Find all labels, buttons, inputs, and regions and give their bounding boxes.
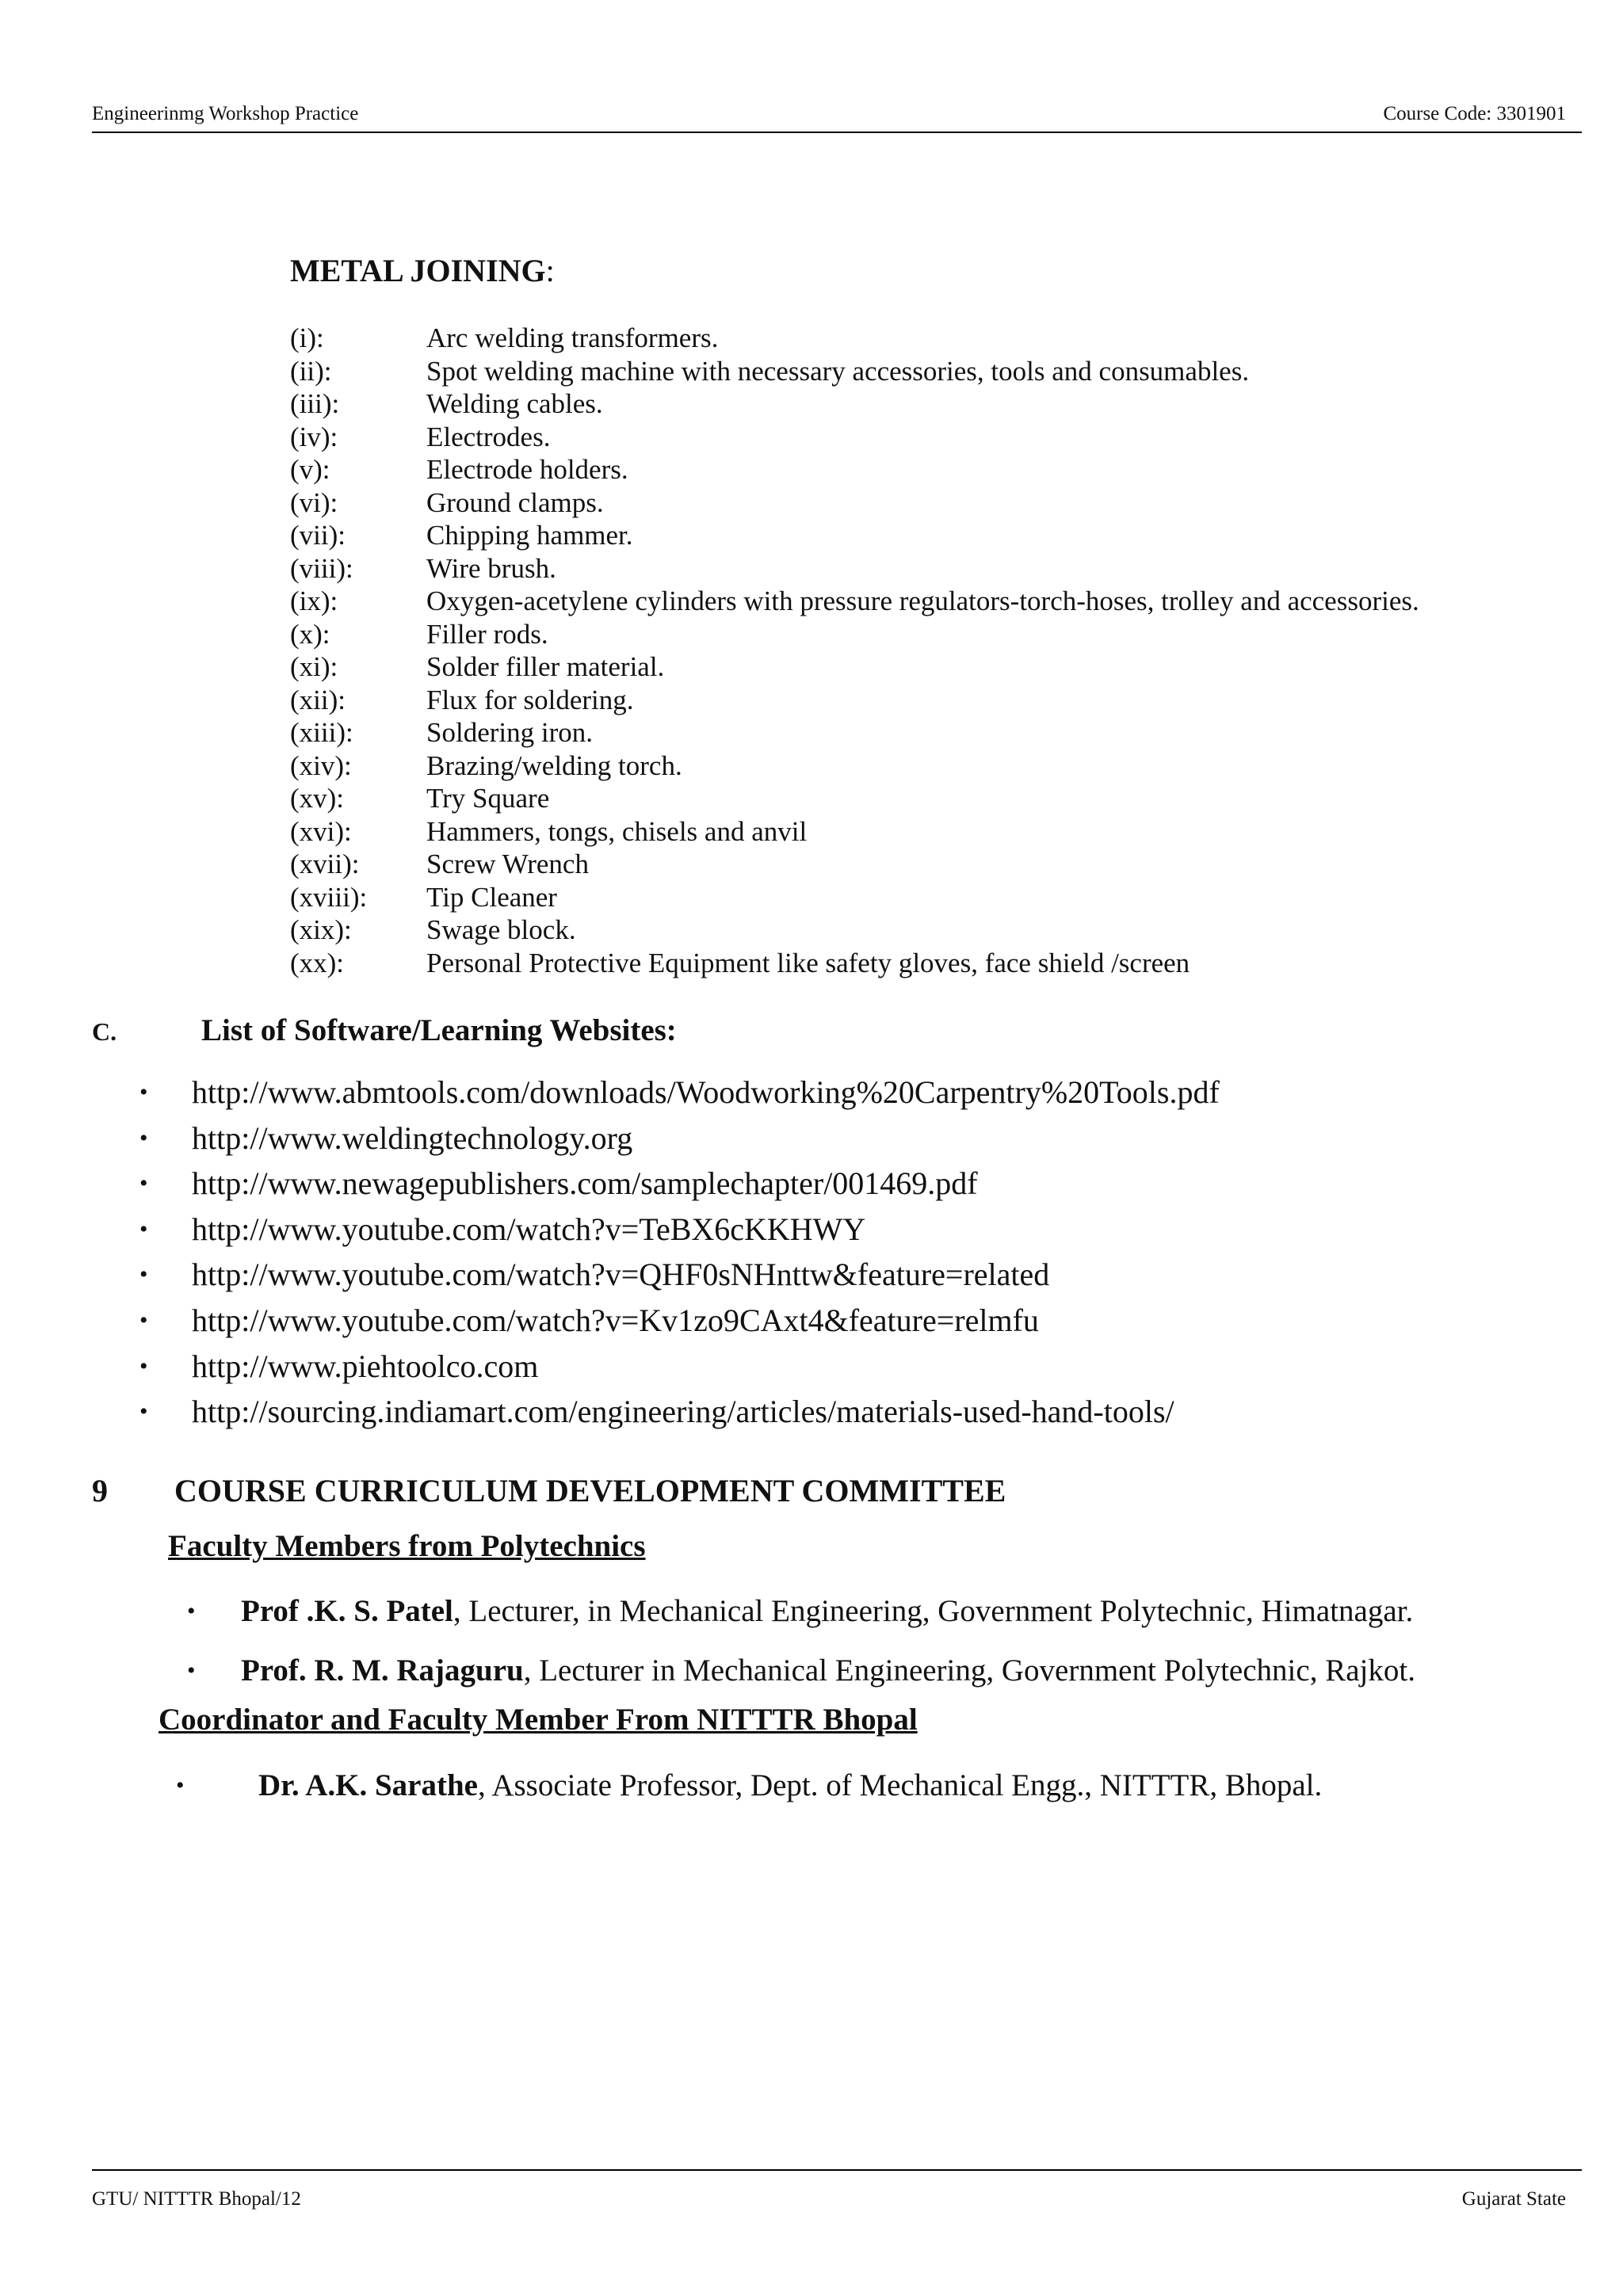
list-item-text: Swage block. <box>426 914 576 945</box>
website-link[interactable]: http://www.piehtoolco.com <box>192 1348 539 1384</box>
list-item-text: Welding cables. <box>426 388 603 419</box>
list-item <box>290 552 1590 585</box>
list-item <box>290 486 1590 520</box>
list-item-text: Soldering iron. <box>426 717 593 748</box>
member-detail: , Associate Professor, Dept. of Mechanical Engg., NITTTR, Bhopal. <box>477 1768 1323 1802</box>
section-9-heading <box>92 1472 1006 1509</box>
list-item-text: Spot welding machine with necessary accessories, tools and consumables. <box>426 355 1250 387</box>
list-item <box>290 684 1590 717</box>
bullet-icon: • <box>139 1261 148 1288</box>
list-item-text: Oxygen-acetylene cylinders with pressure regulators-torch-hoses, trolley and accessories. <box>426 585 1419 616</box>
list-item <box>290 848 1590 881</box>
list-item-text: Brazing/welding torch. <box>426 749 682 781</box>
list-item <box>290 947 1590 980</box>
footer-left: GTU/ NITTTR Bhopal/12 <box>92 2188 301 2210</box>
member-detail: , Lecturer, in Mechanical Engineering, Government Polytechnic, Himatnagar. <box>453 1594 1414 1628</box>
list-item-text: Try Square <box>426 783 550 814</box>
list-item <box>290 387 1590 421</box>
page-header <box>92 100 1582 133</box>
list-item-text: Electrodes. <box>426 421 551 452</box>
website-link[interactable]: http://www.youtube.com/watch?v=TeBX6cKKHWY <box>192 1211 866 1247</box>
list-item-text: Tip Cleaner <box>426 881 557 913</box>
list-item <box>290 815 1590 849</box>
section-c-title: List of Software/Learning Websites: <box>201 1013 677 1047</box>
website-link[interactable]: http://www.abmtools.com/downloads/Woodworking%20Carpentry%20Tools.pdf <box>192 1074 1220 1110</box>
polytechnics-members-list <box>187 1581 1582 1700</box>
list-item <box>290 519 1590 552</box>
section-c-heading <box>92 1013 677 1048</box>
metal-joining-colon: : <box>545 253 555 288</box>
member-name: Prof .K. S. Patel <box>241 1594 453 1628</box>
metal-joining-title: METAL JOINING <box>290 253 546 288</box>
member-name: Prof. R. M. Rajaguru <box>241 1653 524 1688</box>
list-item-number: (xx): <box>290 947 345 978</box>
website-item <box>139 1298 1566 1344</box>
footer-right: Gujarat State <box>1461 2188 1566 2210</box>
coordinator-members-list <box>176 1756 1571 1815</box>
page-footer <box>92 2169 1582 2210</box>
section-9-title: COURSE CURRICULUM DEVELOPMENT COMMITTEE <box>174 1473 1006 1508</box>
bullet-icon: • <box>139 1398 148 1425</box>
list-item-number: (xv): <box>290 783 345 814</box>
list-item-text: Wire brush. <box>426 552 556 584</box>
website-link[interactable]: http://www.newagepublishers.com/samplechapter/001469.pdf <box>192 1165 978 1202</box>
bullet-icon: • <box>139 1215 148 1242</box>
bullet-icon: • <box>187 1657 196 1684</box>
list-item-text: Ground clamps. <box>426 486 604 518</box>
bullet-icon: • <box>139 1079 148 1105</box>
list-item <box>290 618 1590 651</box>
list-item-number: (vi): <box>290 486 338 518</box>
section-9-number: 9 <box>92 1473 108 1508</box>
member-detail: , Lecturer in Mechanical Engineering, Government Polytechnic, Rajkot. <box>523 1653 1415 1688</box>
bullet-icon: • <box>139 1352 148 1379</box>
website-item <box>139 1252 1566 1298</box>
website-item <box>139 1116 1566 1161</box>
list-item <box>290 913 1590 947</box>
websites-list <box>139 1070 1566 1435</box>
list-item-number: (ii): <box>290 355 332 387</box>
bullet-icon: • <box>139 1124 148 1151</box>
list-item-number: (xiv): <box>290 749 352 781</box>
bullet-icon: • <box>139 1170 148 1197</box>
list-item-text: Chipping hammer. <box>426 520 633 551</box>
website-link[interactable]: http://sourcing.indiamart.com/engineering/articles/materials-used-hand-tools/ <box>192 1394 1174 1430</box>
list-item-text: Solder filler material. <box>426 651 665 682</box>
header-course-title: Engineerinmg Workshop Practice <box>92 103 359 124</box>
list-item-text: Personal Protective Equipment like safety gloves, face shield /screen <box>426 947 1190 978</box>
coordinator-heading: Coordinator and Faculty Member From NITTTR Bhopal <box>158 1703 918 1737</box>
list-item-text: Filler rods. <box>426 618 548 650</box>
list-item-number: (xvi): <box>290 815 352 847</box>
polytechnics-heading: Faculty Members from Polytechnics <box>168 1529 646 1563</box>
list-item-number: (i): <box>290 322 324 353</box>
committee-member <box>176 1756 1571 1815</box>
list-item <box>290 421 1590 454</box>
website-link[interactable]: http://www.weldingtechnology.org <box>192 1119 633 1156</box>
list-item-number: (x): <box>290 618 330 650</box>
bullet-icon: • <box>139 1306 148 1333</box>
website-item <box>139 1161 1566 1207</box>
list-item-number: (iii): <box>290 388 340 419</box>
member-entry <box>241 1641 1415 1700</box>
header-course-code: Course Code: 3301901 <box>1383 103 1566 124</box>
list-item-number: (xviii): <box>290 881 368 913</box>
list-item <box>290 881 1590 914</box>
website-item <box>139 1207 1566 1253</box>
list-item-number: (xix): <box>290 914 352 945</box>
bullet-icon: • <box>187 1598 196 1624</box>
committee-member <box>187 1641 1582 1700</box>
list-item <box>290 453 1590 486</box>
member-name: Dr. A.K. Sarathe <box>258 1768 478 1802</box>
member-entry <box>241 1581 1413 1641</box>
list-item-text: Hammers, tongs, chisels and anvil <box>426 815 808 847</box>
committee-member <box>187 1581 1582 1641</box>
member-entry <box>258 1756 1322 1815</box>
list-item-text: Flux for soldering. <box>426 684 634 715</box>
list-item <box>290 749 1590 783</box>
metal-joining-list <box>290 322 1590 979</box>
list-item <box>290 716 1590 749</box>
website-link[interactable]: http://www.youtube.com/watch?v=QHF0sNHnttw&feature=related <box>192 1257 1050 1293</box>
list-item <box>290 650 1590 684</box>
website-link[interactable]: http://www.youtube.com/watch?v=Kv1zo9CAxt4&feature=relmfu <box>192 1302 1039 1338</box>
list-item-text: Screw Wrench <box>426 849 589 879</box>
list-item <box>290 782 1590 815</box>
list-item-number: (xvii): <box>290 849 360 879</box>
list-item-number: (xi): <box>290 651 338 682</box>
section-c-letter: C. <box>92 1017 117 1046</box>
list-item-text: Arc welding transformers. <box>426 322 719 353</box>
list-item-text: Electrode holders. <box>426 454 628 485</box>
website-item <box>139 1070 1566 1116</box>
list-item <box>290 355 1590 388</box>
website-item <box>139 1389 1566 1435</box>
list-item <box>290 585 1590 618</box>
list-item <box>290 322 1590 355</box>
website-item <box>139 1344 1566 1390</box>
list-item-number: (vii): <box>290 520 346 551</box>
list-item-number: (xii): <box>290 684 346 715</box>
list-item-number: (v): <box>290 454 330 485</box>
metal-joining-heading <box>290 252 555 289</box>
list-item-number: (ix): <box>290 585 338 616</box>
list-item-number: (iv): <box>290 421 338 452</box>
list-item-number: (viii): <box>290 552 353 584</box>
bullet-icon: • <box>176 1772 185 1798</box>
list-item-number: (xiii): <box>290 717 353 748</box>
